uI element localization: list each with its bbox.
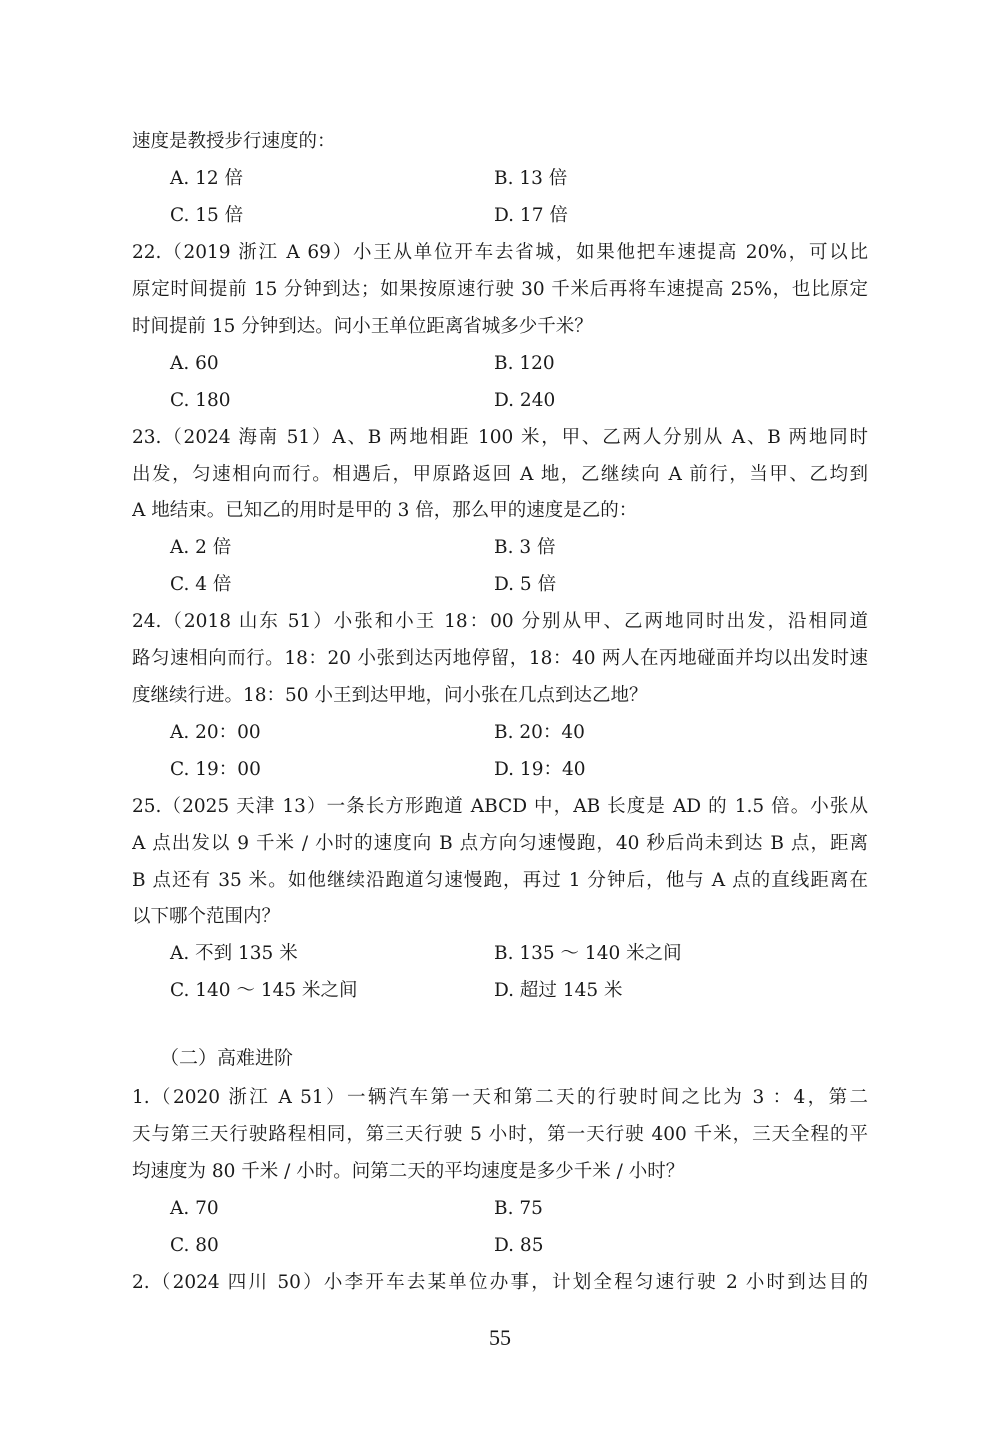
q23-option-b: B. 3 倍: [494, 537, 556, 558]
q25-option-c: C. 140 ～ 145 米之间: [170, 980, 358, 1001]
q25-line-1: 25.（2025 天津 13）一条长方形跑道 ABCD 中，AB 长度是 AD 的 1.5 倍。小张从: [132, 796, 868, 817]
q24-line-1: 24.（2018 山东 51）小张和小王 18：00 分别从甲、乙两地同时出发，沿相同道: [132, 611, 868, 632]
q25-line-4: 以下哪个范围内？: [132, 906, 281, 927]
q24-option-d: D. 19：40: [494, 759, 586, 780]
q22-option-b: B. 120: [494, 353, 555, 374]
q22-option-a: A. 60: [170, 353, 219, 374]
q25-option-b: B. 135 ～ 140 米之间: [494, 943, 682, 964]
q25-option-d: D. 超过 145 米: [494, 980, 623, 1001]
adv1-line-1: 1.（2020 浙江 A 51）一辆汽车第一天和第二天的行驶时间之比为 3 ：4，第二: [132, 1087, 868, 1108]
q24-line-2: 路匀速相向而行。18：20 小张到达丙地停留，18：40 两人在丙地碰面并均以出发时速: [132, 648, 868, 669]
section-title: （二）高难进阶: [160, 1047, 294, 1069]
q25-option-a: A. 不到 135 米: [170, 943, 298, 964]
q22-option-d: D. 240: [494, 390, 556, 411]
q24-line-3: 度继续行进。18：50 小王到达甲地，问小张在几点到达乙地？: [132, 685, 648, 706]
page-number: 55: [489, 1325, 511, 1350]
intro-line: 速度是教授步行速度的：: [132, 131, 336, 152]
adv1-option-c: C. 80: [170, 1235, 219, 1256]
q23-line-3: A 地结束。已知乙的用时是甲的 3 倍，那么甲的速度是乙的：: [132, 500, 638, 521]
q23-option-d: D. 5 倍: [494, 574, 557, 595]
q24-option-b: B. 20：40: [494, 722, 585, 743]
adv1-option-a: A. 70: [170, 1198, 219, 1219]
q25-line-2: A 点出发以 9 千米 / 小时的速度向 B 点方向匀速慢跑，40 秒后尚未到达 B 点，距离: [132, 833, 868, 854]
q25-line-3: B 点还有 35 米。如他继续沿跑道匀速慢跑，再过 1 分钟后，他与 A 点的直线距离在: [132, 870, 868, 891]
intro-option-d: D. 17 倍: [494, 205, 568, 226]
q24-option-c: C. 19：00: [170, 759, 261, 780]
q23-option-c: C. 4 倍: [170, 574, 232, 595]
q22-line-1: 22.（2019 浙江 A 69）小王从单位开车去省城，如果他把车速提高 20%，可以比: [132, 242, 868, 263]
adv1-line-3: 均速度为 80 千米 / 小时。问第二天的平均速度是多少千米 / 小时？: [132, 1161, 685, 1182]
intro-option-b: B. 13 倍: [494, 168, 568, 189]
q22-option-c: C. 180: [170, 390, 231, 411]
q23-line-1: 23.（2024 海南 51）A、B 两地相距 100 米，甲、乙两人分别从 A、B 两地同时: [132, 427, 868, 448]
q23-line-2: 出发，匀速相向而行。相遇后，甲原路返回 A 地，乙继续向 A 前行，当甲、乙均到: [132, 464, 868, 485]
q23-option-a: A. 2 倍: [170, 537, 232, 558]
q22-line-3: 时间提前 15 分钟到达。问小王单位距离省城多少千米？: [132, 316, 593, 337]
adv2-line-1: 2.（2024 四川 50）小李开车去某单位办事，计划全程匀速行驶 2 小时到达目的: [132, 1272, 868, 1293]
adv1-option-d: D. 85: [494, 1235, 544, 1256]
q22-line-2: 原定时间提前 15 分钟到达；如果按原速行驶 30 千米后再将车速提高 25%，也比原定: [132, 279, 868, 300]
intro-option-a: A. 12 倍: [170, 168, 244, 189]
adv1-option-b: B. 75: [494, 1198, 543, 1219]
q24-option-a: A. 20：00: [170, 722, 261, 743]
adv1-line-2: 天与第三天行驶路程相同，第三天行驶 5 小时，第一天行驶 400 千米，三天全程的平: [132, 1124, 868, 1145]
intro-option-c: C. 15 倍: [170, 205, 244, 226]
